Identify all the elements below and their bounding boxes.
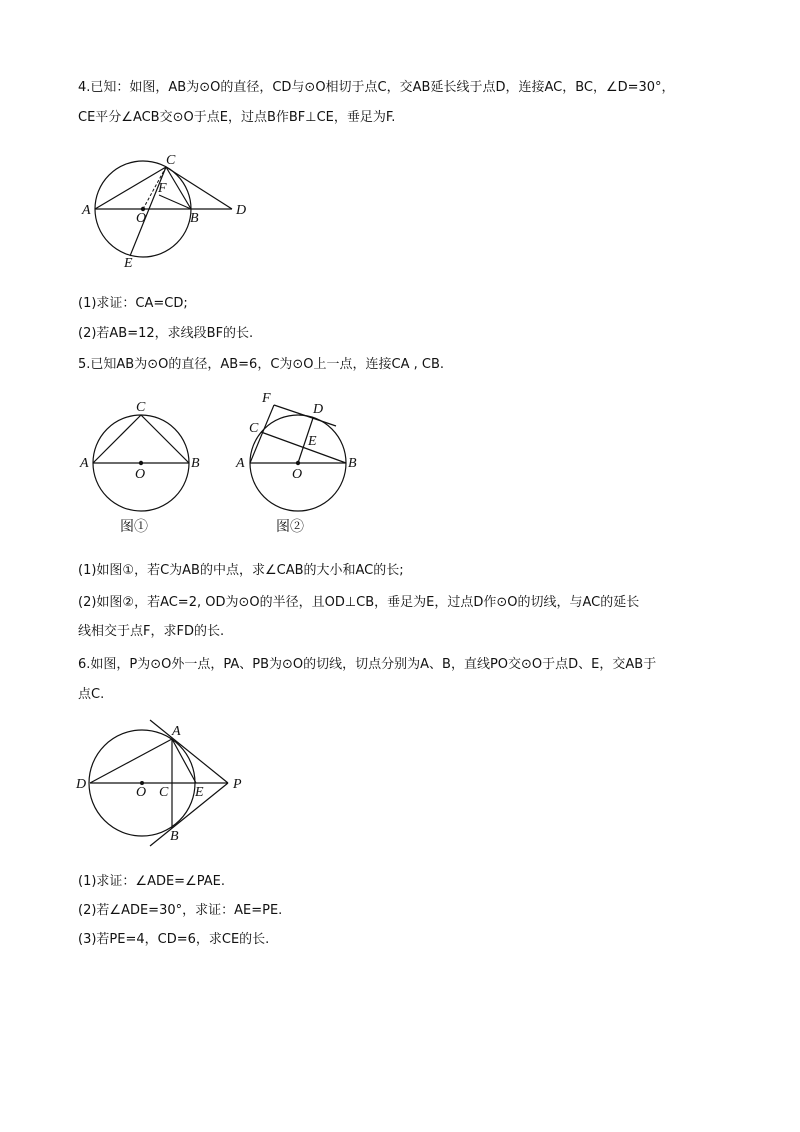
q5-fig2-label-C: C — [249, 421, 259, 436]
q5-part2-line2: 线相交于点F，求FD的长. — [78, 624, 225, 639]
q6-label-D: D — [76, 777, 87, 792]
q4-label-B: B — [190, 211, 199, 226]
q6-part3: (3)若PE=4，CD=6，求CE的长. — [78, 932, 270, 947]
q5-fig2-label-A: A — [236, 456, 245, 471]
q6-statement-line2: 点C. — [78, 687, 105, 702]
q6-part2: (2)若∠ADE=30°，求证：AE=PE. — [78, 903, 283, 918]
q4-label-E: E — [124, 256, 133, 271]
q6-part1: (1)求证：∠ADE=∠PAE. — [78, 874, 225, 889]
q4-label-A: A — [82, 203, 91, 218]
q5-fig1-label-A: A — [80, 456, 89, 471]
q5-fig2-caption: 图② — [276, 520, 304, 535]
q6-label-C: C — [159, 785, 169, 800]
q5-fig2-label-O: O — [292, 467, 303, 482]
q5-statement-line1: 5.已知AB为⊙O的直径，AB=6，C为⊙O上一点，连接CA , CB. — [78, 357, 445, 372]
q4-label-O: O — [136, 211, 147, 226]
q5-fig1-label-O: O — [135, 467, 146, 482]
q5-fig1-caption: 图① — [120, 520, 148, 535]
q5-fig2-label-F: F — [262, 391, 271, 406]
q5-fig2-label-E: E — [308, 434, 317, 449]
q4-statement-line2: CE平分∠ACB交⊙O于点E，过点B作BF⊥CE，垂足为F. — [78, 110, 396, 125]
q5-part2-line1: (2)如图②，若AC=2, OD为⊙O的半径，且OD⊥CB，垂足为E，过点D作⊙O的切线，与AC的延长 — [78, 595, 640, 610]
q6-statement-line1: 6.如图，P为⊙O外一点，PA、PB为⊙O的切线，切点分别为A、B，直线PO交⊙O于点D、E，交AB于 — [78, 657, 657, 672]
q6-label-B: B — [170, 829, 179, 844]
q4-part1: (1)求证：CA=CD; — [78, 296, 188, 311]
q5-fig2-label-D: D — [313, 402, 324, 417]
q6-label-O: O — [136, 785, 147, 800]
q4-statement-line1: 4.已知：如图，AB为⊙O的直径，CD与⊙O相切于点C，交AB延长线于点D，连接AC，BC，∠D=30°， — [78, 80, 675, 95]
q6-label-E: E — [195, 785, 204, 800]
q5-fig1-label-B: B — [191, 456, 200, 471]
q5-fig1-label-C: C — [136, 400, 146, 415]
q6-label-A: A — [172, 724, 181, 739]
q5-fig2-label-B: B — [348, 456, 357, 471]
q4-label-F: F — [158, 181, 167, 196]
q6-label-P: P — [233, 777, 242, 792]
q4-part2: (2)若AB=12，求线段BF的长. — [78, 326, 254, 341]
q4-label-D: D — [236, 203, 247, 218]
q5-part1: (1)如图①，若C为AB的中点，求∠CAB的大小和AC的长; — [78, 563, 404, 578]
q4-label-C: C — [166, 153, 176, 168]
